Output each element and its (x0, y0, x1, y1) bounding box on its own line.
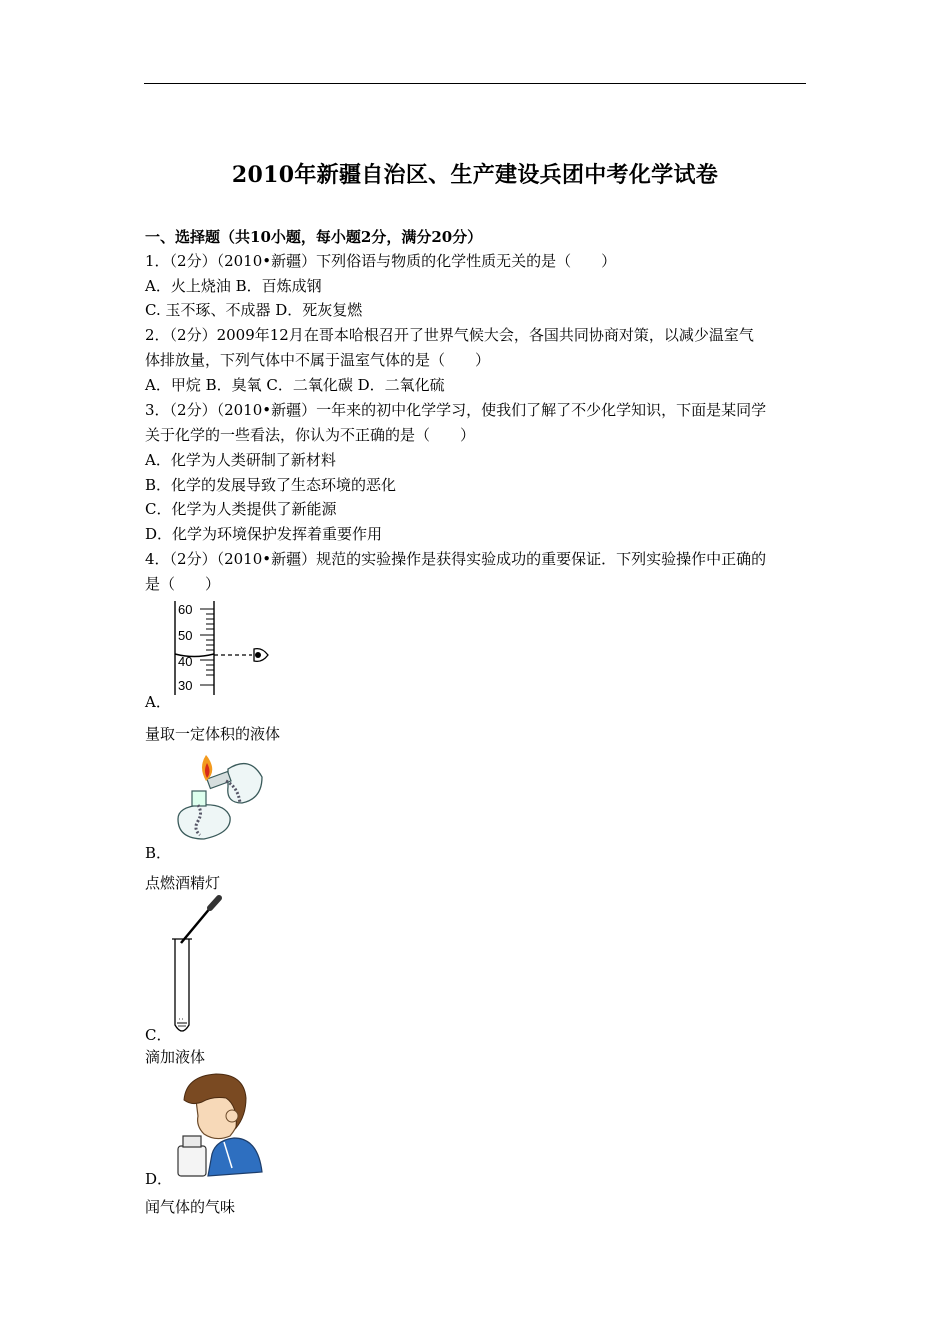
q3-option-b: B．化学的发展导致了生态环境的恶化 (145, 476, 397, 494)
q1-options-ab: A．火上烧油 B．百炼成钢 (145, 277, 322, 295)
alcohol-lamp-figure (170, 747, 270, 847)
cylinder-tick-label: 60 (178, 602, 193, 617)
smelling-gas-figure (172, 1072, 267, 1180)
cylinder-tick-label: 40 (178, 654, 193, 669)
q2-stem-line1: 2．（2分）2009年12月在哥本哈根召开了世界气候大会，各国共同协商对策，以减少温室气 (145, 326, 754, 344)
q4-option-a-caption: 量取一定体积的液体 (145, 725, 281, 743)
q4-stem-line1: 4．（2分）（2010•新疆）规范的实验操作是获得实验成功的重要保证．下列实验操作中正确的 (145, 550, 767, 568)
q3-stem-line2: 关于化学的一些看法，你认为不正确的是（ ） (145, 426, 476, 444)
cylinder-tick-label: 30 (178, 678, 193, 693)
eye-icon (254, 649, 268, 662)
q4-option-c-caption: 滴加液体 (145, 1048, 206, 1066)
q3-option-d: D．化学为环境保护发挥着重要作用 (145, 525, 383, 543)
graduated-cylinder-figure (170, 597, 280, 701)
cylinder-tick-label: 50 (178, 628, 193, 643)
q4-option-d-caption: 闻气体的气味 (145, 1198, 236, 1216)
q4-option-d-letter: D． (145, 1170, 173, 1188)
q4-stem-line2: 是（ ） (145, 575, 221, 593)
dropper-test-tube-figure (165, 895, 235, 1040)
header-rule (144, 83, 806, 84)
q1-stem: 1．（2分）（2010•新疆）下列俗语与物质的化学性质无关的是（ ） (145, 252, 617, 270)
q1-options-cd: C. 玉不琢、不成器 D．死灰复燃 (145, 301, 363, 319)
q4-option-c-letter: C． (145, 1026, 172, 1044)
q2-stem-line2: 体排放量，下列气体中不属于温室气体的是（ ） (145, 351, 491, 369)
q4-option-b-letter: B． (145, 844, 172, 862)
q3-option-a: A．化学为人类研制了新材料 (145, 451, 336, 469)
section-heading: 一、选择题（共10小题，每小题2分，满分20分） (145, 228, 483, 246)
q3-option-c: C．化学为人类提供了新能源 (145, 500, 337, 518)
q2-options: A．甲烷 B．臭氧 C．二氧化碳 D．二氧化硫 (145, 376, 445, 394)
page-title: 2010年新疆自治区、生产建设兵团中考化学试卷 (231, 162, 719, 188)
q4-option-a-letter: A． (145, 693, 171, 711)
q3-stem-line1: 3．（2分）（2010•新疆）一年来的初中化学学习，使我们了解了不少化学知识，下面是某同学 (145, 401, 767, 419)
q4-option-b-caption: 点燃酒精灯 (145, 874, 221, 892)
